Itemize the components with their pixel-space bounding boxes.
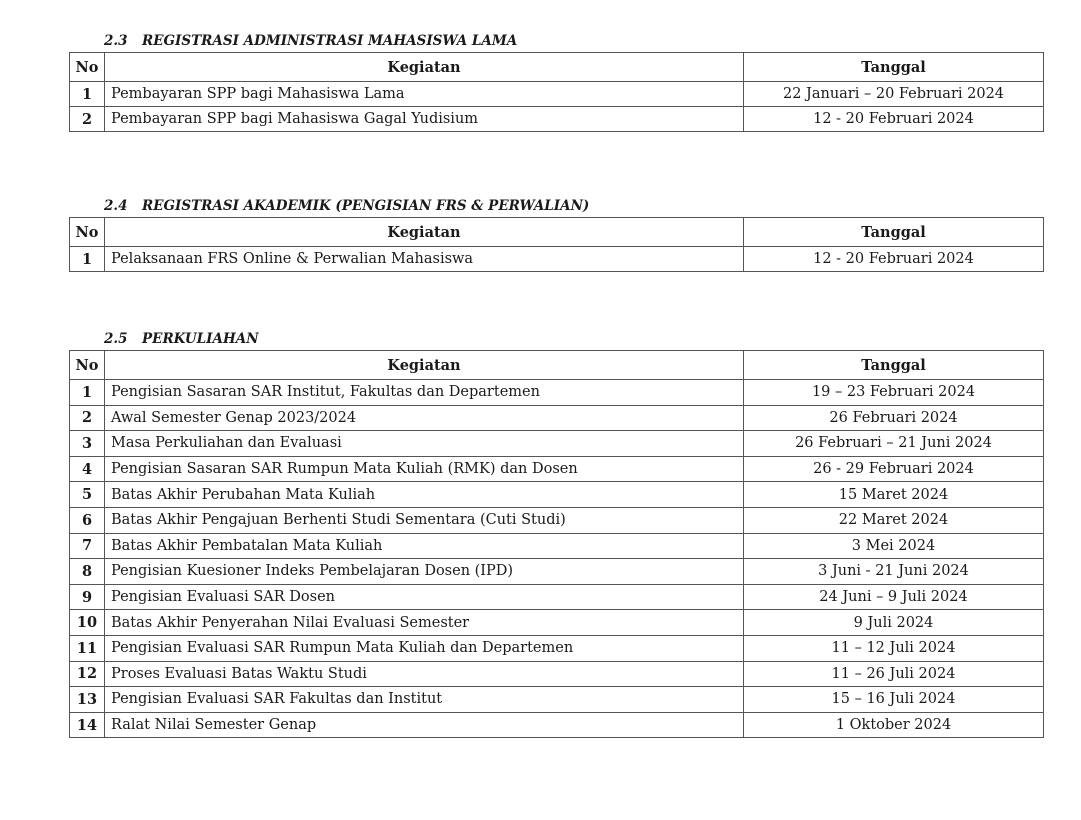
row-kegiatan: Ralat Nilai Semester Genap bbox=[105, 712, 744, 738]
row-tanggal: 1 Oktober 2024 bbox=[744, 712, 1044, 738]
row-kegiatan: Pelaksanaan FRS Online & Perwalian Mahasiswa bbox=[105, 247, 744, 272]
row-kegiatan: Pengisian Evaluasi SAR Fakultas dan Institut bbox=[105, 687, 744, 713]
row-kegiatan: Pembayaran SPP bagi Mahasiswa Gagal Yudisium bbox=[105, 107, 744, 132]
section-registrasi-akademik bbox=[69, 195, 1044, 272]
row-kegiatan: Batas Akhir Pengajuan Berhenti Studi Sementara (Cuti Studi) bbox=[105, 507, 744, 533]
row-no: 12 bbox=[70, 661, 105, 687]
section-number: 2.4 bbox=[104, 198, 128, 214]
table-header-row bbox=[70, 218, 1044, 247]
row-kegiatan: Batas Akhir Penyerahan Nilai Evaluasi Semester bbox=[105, 610, 744, 636]
section-registrasi-administrasi bbox=[69, 30, 1044, 132]
row-no: 5 bbox=[70, 482, 105, 508]
section-title: REGISTRASI ADMINISTRASI MAHASISWA LAMA bbox=[142, 33, 518, 49]
row-no: 9 bbox=[70, 584, 105, 610]
row-no: 10 bbox=[70, 610, 105, 636]
header-kegiatan: Kegiatan bbox=[105, 53, 744, 82]
table-row bbox=[70, 661, 1044, 687]
row-tanggal: 22 Maret 2024 bbox=[744, 507, 1044, 533]
header-kegiatan: Kegiatan bbox=[105, 351, 744, 380]
table-header-row bbox=[70, 351, 1044, 380]
row-kegiatan: Pengisian Sasaran SAR Institut, Fakultas dan Departemen bbox=[105, 380, 744, 406]
table-row bbox=[70, 559, 1044, 585]
row-no: 4 bbox=[70, 456, 105, 482]
row-tanggal: 26 Februari 2024 bbox=[744, 405, 1044, 431]
schedule-table bbox=[69, 52, 1044, 132]
row-no: 2 bbox=[70, 405, 105, 431]
row-tanggal: 15 – 16 Juli 2024 bbox=[744, 687, 1044, 713]
row-tanggal: 12 - 20 Februari 2024 bbox=[744, 247, 1044, 272]
section-perkuliahan bbox=[69, 328, 1044, 738]
row-tanggal: 11 – 26 Juli 2024 bbox=[744, 661, 1044, 687]
header-no: No bbox=[70, 218, 105, 247]
table-row bbox=[70, 107, 1044, 132]
table-row bbox=[70, 82, 1044, 107]
header-tanggal: Tanggal bbox=[744, 218, 1044, 247]
section-heading bbox=[104, 30, 1044, 52]
row-tanggal: 22 Januari – 20 Februari 2024 bbox=[744, 82, 1044, 107]
table-row bbox=[70, 507, 1044, 533]
table-header-row bbox=[70, 53, 1044, 82]
row-tanggal: 15 Maret 2024 bbox=[744, 482, 1044, 508]
row-tanggal: 3 Juni - 21 Juni 2024 bbox=[744, 559, 1044, 585]
row-no: 3 bbox=[70, 431, 105, 457]
row-no: 1 bbox=[70, 380, 105, 406]
row-kegiatan: Pengisian Evaluasi SAR Rumpun Mata Kuliah dan Departemen bbox=[105, 635, 744, 661]
table-row bbox=[70, 687, 1044, 713]
header-tanggal: Tanggal bbox=[744, 53, 1044, 82]
row-no: 6 bbox=[70, 507, 105, 533]
row-tanggal: 9 Juli 2024 bbox=[744, 610, 1044, 636]
schedule-table bbox=[69, 350, 1044, 738]
table-row bbox=[70, 405, 1044, 431]
table-row bbox=[70, 635, 1044, 661]
section-number: 2.3 bbox=[104, 33, 128, 49]
row-kegiatan: Pengisian Evaluasi SAR Dosen bbox=[105, 584, 744, 610]
row-tanggal: 24 Juni – 9 Juli 2024 bbox=[744, 584, 1044, 610]
row-tanggal: 19 – 23 Februari 2024 bbox=[744, 380, 1044, 406]
row-no: 13 bbox=[70, 687, 105, 713]
row-kegiatan: Batas Akhir Perubahan Mata Kuliah bbox=[105, 482, 744, 508]
header-no: No bbox=[70, 351, 105, 380]
row-kegiatan: Batas Akhir Pembatalan Mata Kuliah bbox=[105, 533, 744, 559]
row-tanggal: 11 – 12 Juli 2024 bbox=[744, 635, 1044, 661]
table-row bbox=[70, 431, 1044, 457]
row-tanggal: 12 - 20 Februari 2024 bbox=[744, 107, 1044, 132]
section-title: REGISTRASI AKADEMIK (PENGISIAN FRS & PERWALIAN) bbox=[142, 198, 590, 214]
section-number: 2.5 bbox=[104, 331, 128, 347]
section-heading bbox=[104, 195, 1044, 217]
row-no: 14 bbox=[70, 712, 105, 738]
row-no: 11 bbox=[70, 635, 105, 661]
table-row bbox=[70, 610, 1044, 636]
row-no: 1 bbox=[70, 247, 105, 272]
row-tanggal: 26 Februari – 21 Juni 2024 bbox=[744, 431, 1044, 457]
header-no: No bbox=[70, 53, 105, 82]
row-no: 1 bbox=[70, 82, 105, 107]
table-row bbox=[70, 533, 1044, 559]
table-row bbox=[70, 247, 1044, 272]
row-kegiatan: Pembayaran SPP bagi Mahasiswa Lama bbox=[105, 82, 744, 107]
row-kegiatan: Proses Evaluasi Batas Waktu Studi bbox=[105, 661, 744, 687]
table-row bbox=[70, 482, 1044, 508]
row-kegiatan: Masa Perkuliahan dan Evaluasi bbox=[105, 431, 744, 457]
header-tanggal: Tanggal bbox=[744, 351, 1044, 380]
section-heading bbox=[104, 328, 1044, 350]
row-no: 2 bbox=[70, 107, 105, 132]
table-row bbox=[70, 584, 1044, 610]
row-kegiatan: Pengisian Kuesioner Indeks Pembelajaran Dosen (IPD) bbox=[105, 559, 744, 585]
row-no: 8 bbox=[70, 559, 105, 585]
table-row bbox=[70, 456, 1044, 482]
row-kegiatan: Awal Semester Genap 2023/2024 bbox=[105, 405, 744, 431]
table-row bbox=[70, 712, 1044, 738]
row-tanggal: 26 - 29 Februari 2024 bbox=[744, 456, 1044, 482]
section-title: PERKULIAHAN bbox=[142, 331, 259, 347]
table-row bbox=[70, 380, 1044, 406]
row-no: 7 bbox=[70, 533, 105, 559]
schedule-table bbox=[69, 217, 1044, 272]
header-kegiatan: Kegiatan bbox=[105, 218, 744, 247]
row-tanggal: 3 Mei 2024 bbox=[744, 533, 1044, 559]
row-kegiatan: Pengisian Sasaran SAR Rumpun Mata Kuliah (RMK) dan Dosen bbox=[105, 456, 744, 482]
